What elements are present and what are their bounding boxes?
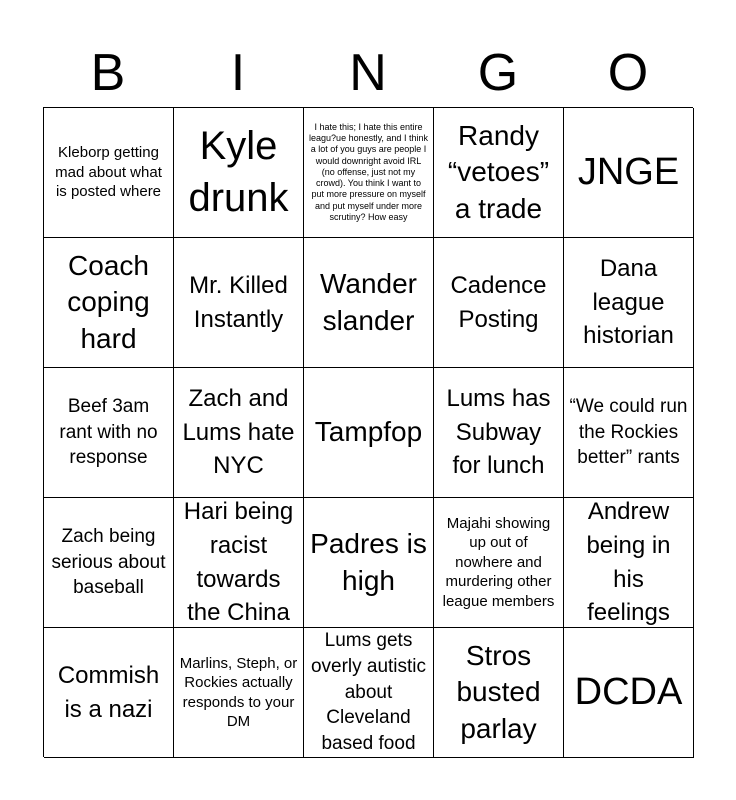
bingo-cell[interactable]: Stros busted parlay	[434, 628, 564, 758]
bingo-cell[interactable]: DCDA	[564, 628, 694, 758]
bingo-cell[interactable]: JNGE	[564, 108, 694, 238]
header-letter-i: I	[230, 44, 246, 102]
bingo-cell[interactable]: I hate this; I hate this entire leagu?ue honestly, and I think a lot of you guys are people I would downright avoid IRL (no offense, just not my crowd). You think I want to put more pressure on myself and put myself under more scrutiny? How easy	[304, 108, 434, 238]
bingo-cell[interactable]: Kleborp getting mad about what is posted where	[44, 108, 174, 238]
bingo-cell[interactable]: Mr. Killed Instantly	[174, 238, 304, 368]
bingo-cell[interactable]: Marlins, Steph, or Rockies actually responds to your DM	[174, 628, 304, 758]
header-letter-g: G	[477, 44, 519, 102]
bingo-cell[interactable]: Padres is high	[304, 498, 434, 628]
bingo-cell[interactable]: Majahi showing up out of nowhere and murdering other league members	[434, 498, 564, 628]
bingo-cell[interactable]: Zach and Lums hate NYC	[174, 368, 304, 498]
bingo-cell[interactable]: Randy “vetoes” a trade	[434, 108, 564, 238]
bingo-cell[interactable]: Coach coping hard	[44, 238, 174, 368]
bingo-cell[interactable]: Tampfop	[304, 368, 434, 498]
bingo-cell[interactable]: Andrew being in his feelings	[564, 498, 694, 628]
header-letter-o: O	[607, 44, 649, 102]
bingo-board	[43, 107, 693, 757]
header-letter-n: N	[349, 44, 387, 102]
bingo-cell[interactable]: Lums has Subway for lunch	[434, 368, 564, 498]
bingo-cell[interactable]: Beef 3am rant with no response	[44, 368, 174, 498]
bingo-cell[interactable]: Commish is a nazi	[44, 628, 174, 758]
bingo-cell[interactable]: Zach being serious about baseball	[44, 498, 174, 628]
bingo-cell[interactable]: “We could run the Rockies better” rants	[564, 368, 694, 498]
bingo-cell[interactable]: Lums gets overly autistic about Cleveland based food	[304, 628, 434, 758]
bingo-cell[interactable]: Kyle drunk	[174, 108, 304, 238]
header-letter-b: B	[90, 44, 126, 102]
bingo-cell[interactable]: Hari being racist towards the China	[174, 498, 304, 628]
bingo-cell[interactable]: Wander slander	[304, 238, 434, 368]
bingo-cell[interactable]: Cadence Posting	[434, 238, 564, 368]
bingo-header	[43, 40, 693, 106]
bingo-cell[interactable]: Dana league historian	[564, 238, 694, 368]
